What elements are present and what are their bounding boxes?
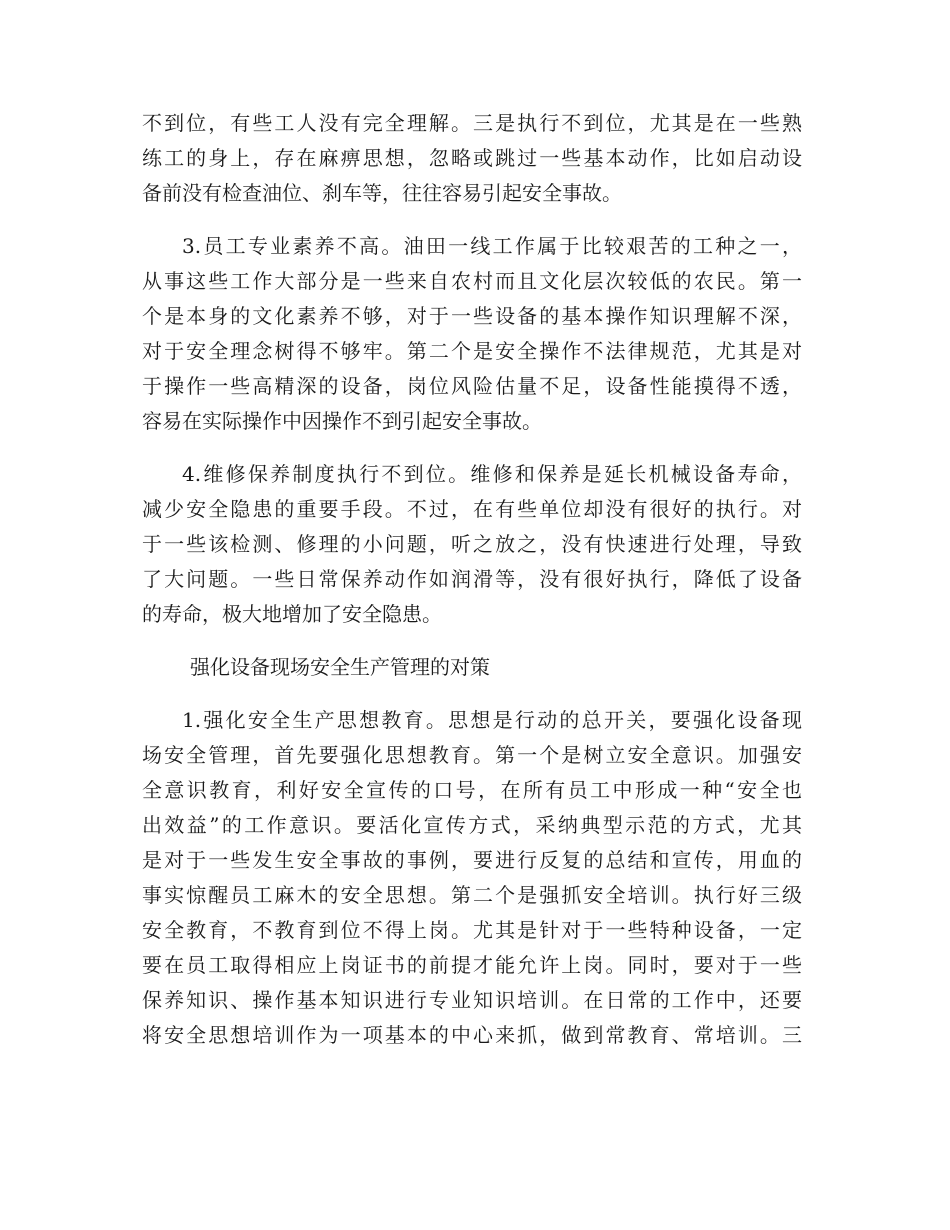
text-line: 容易在实际操作中因操作不到引起安全事故。 [142,409,542,433]
paragraph-item-4 [142,457,802,632]
document-body [142,106,802,1071]
text-line: 是对于一些发生安全事故的事例，要进行反复的总结和宣传，用血的 [142,848,802,872]
paragraph-continued [142,106,802,211]
text-line: 安全教育，不教育到位不得上岗。尤其是针对于一些特种设备，一定 [142,918,802,942]
text-line: 不到位，有些工人没有完全理解。三是执行不到位，尤其是在一些熟 [142,111,802,135]
text-line: 事实惊醒员工麻木的安全思想。第二个是强抓安全培训。执行好三级 [142,883,802,907]
text-line: 全意识教育，利好安全宣传的口号，在所有员工中形成一种“安全也 [142,778,802,802]
text-line: 场安全管理，首先要强化思想教育。第一个是树立安全意识。加强安 [142,743,802,767]
text-line: 于一些该检测、修理的小问题，听之放之，没有快速进行处理，导致 [142,532,802,556]
text-line: 要在员工取得相应上岗证书的前提才能允许上岗。同时，要对于一些 [142,953,802,977]
text-line: 备前没有检查油位、刹车等，往往容易引起安全事故。 [142,181,622,205]
paragraph-item-1 [142,703,802,1053]
text-line: 练工的身上，存在麻痹思想，忽略或跳过一些基本动作，比如启动设 [142,146,802,170]
text-line: 了大问题。一些日常保养动作如润滑等，没有很好执行，降低了设备 [142,567,802,591]
section-heading: 强化设备现场安全生产管理的对策 [190,655,490,679]
text-line: 的寿命，极大地增加了安全隐患。 [142,602,442,626]
text-line: 从事这些工作大部分是一些来自农村而且文化层次较低的农民。第一 [142,269,802,293]
text-line: 对于安全理念树得不够牢。第二个是安全操作不法律规范，尤其是对 [142,339,802,363]
text-line: 个是本身的文化素养不够，对于一些设备的基本操作知识理解不深， [142,304,802,328]
text-line: 减少安全隐患的重要手段。不过，在有些单位却没有很好的执行。对 [142,497,802,521]
text-line: 出效益”的工作意识。要活化宣传方式，采纳典型示范的方式，尤其 [142,813,802,837]
text-line: 4.维修保养制度执行不到位。维修和保养是延长机械设备寿命， [182,462,802,486]
text-line: 于操作一些高精深的设备，岗位风险估量不足，设备性能摸得不透， [142,374,802,398]
text-line: 1.强化安全生产思想教育。思想是行动的总开关，要强化设备现 [182,708,802,732]
text-line: 保养知识、操作基本知识进行专业知识培训。在日常的工作中，还要 [142,988,802,1012]
paragraph-item-3 [142,229,802,439]
text-line: 将安全思想培训作为一项基本的中心来抓，做到常教育、常培训。三 [142,1023,802,1047]
text-line: 3.员工专业素养不高。油田一线工作属于比较艰苦的工种之一， [182,234,802,258]
